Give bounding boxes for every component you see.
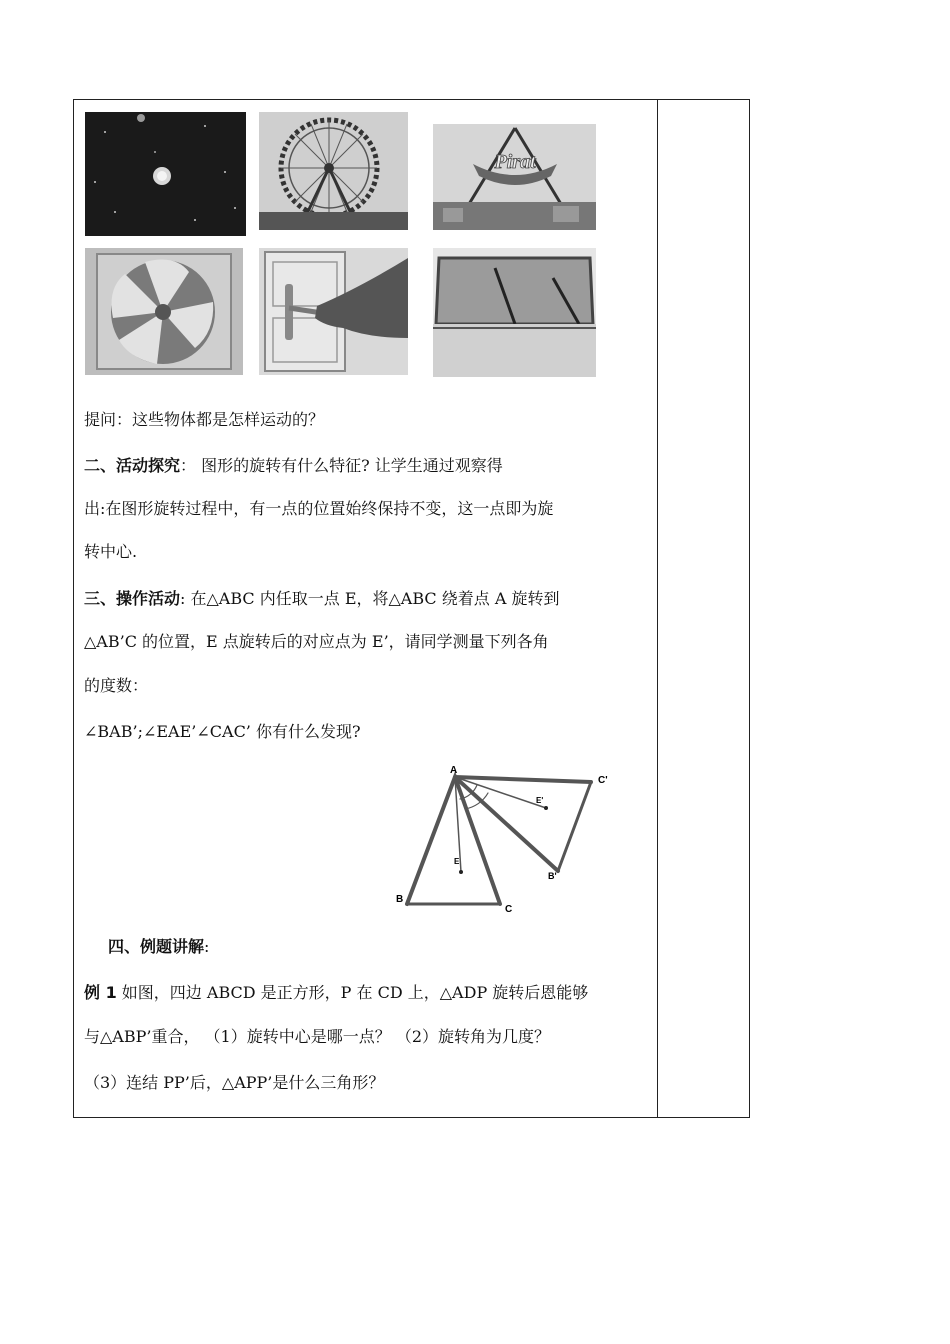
triangle-abc-rotated-base (558, 782, 591, 871)
question-text: 提问：这些物体都是怎样运动的？ (84, 410, 325, 429)
section4-heading: 四、例题讲解 (108, 937, 205, 956)
example-line3: （3）连结 PP’后，△APP’是什么三角形？ (84, 1073, 385, 1092)
label-a: A (450, 765, 458, 776)
exhaust-fan-photo (85, 248, 243, 375)
planet-orbit-photo (85, 112, 246, 236)
section2-line1 (84, 455, 503, 477)
section3-line4: ∠BAB’;∠EAE’∠CAC’ 你有什么发现? (84, 722, 361, 741)
label-e: E (454, 857, 460, 866)
point-e-prime (544, 806, 548, 810)
section2-heading: 二、活动探究 (84, 456, 181, 475)
label-e-prime: E' (536, 796, 544, 805)
pirate-sign-text: Pirat (494, 151, 536, 173)
section4-colon: : (204, 937, 210, 956)
section2-line2: 出:在图形旋转过程中，有一点的位置始终保持不变，这一点即为旋 (84, 499, 554, 518)
point-e (459, 870, 463, 874)
door-handle-photo (259, 248, 408, 375)
label-b-prime: B' (548, 871, 557, 881)
section3-line1 (84, 588, 559, 610)
label-c: C (505, 904, 513, 915)
example-line2: 与△ABP’重合， （1）旋转中心是哪一点？ （2）旋转角为几度？ (84, 1027, 551, 1046)
section2-line3: 转中心. (84, 542, 138, 561)
example-line1 (84, 982, 588, 1004)
section2-line1-text: ： 图形的旋转有什么特征? 让学生通过观察得 (180, 456, 503, 475)
section3-line1-text: : 在△ABC 内任取一点 E，将△ABC 绕着点 A 旋转到 (180, 589, 560, 608)
triangle-abc-rotated-top (455, 777, 591, 782)
example-label: 例 1 (84, 983, 117, 1002)
section3-heading: 三、操作活动 (84, 589, 181, 608)
label-b: B (396, 894, 404, 905)
ferris-wheel-photo (259, 112, 408, 230)
pirate-ship-ride-photo (433, 124, 596, 230)
windshield-wiper-photo (433, 248, 596, 377)
section3-line2: △AB’C 的位置，E 点旋转后的对应点为 E’，请同学测量下列各角 (84, 632, 549, 651)
rotation-diagram (388, 763, 628, 915)
example-line1-text: 如图，四边 ABCD 是正方形，P 在 CD 上，△ADP 旋转后恩能够 (116, 983, 589, 1002)
label-c-prime: C' (598, 775, 608, 786)
table-column-divider (657, 99, 658, 1118)
section3-line3: 的度数： (84, 676, 149, 695)
section4-line (108, 936, 209, 958)
